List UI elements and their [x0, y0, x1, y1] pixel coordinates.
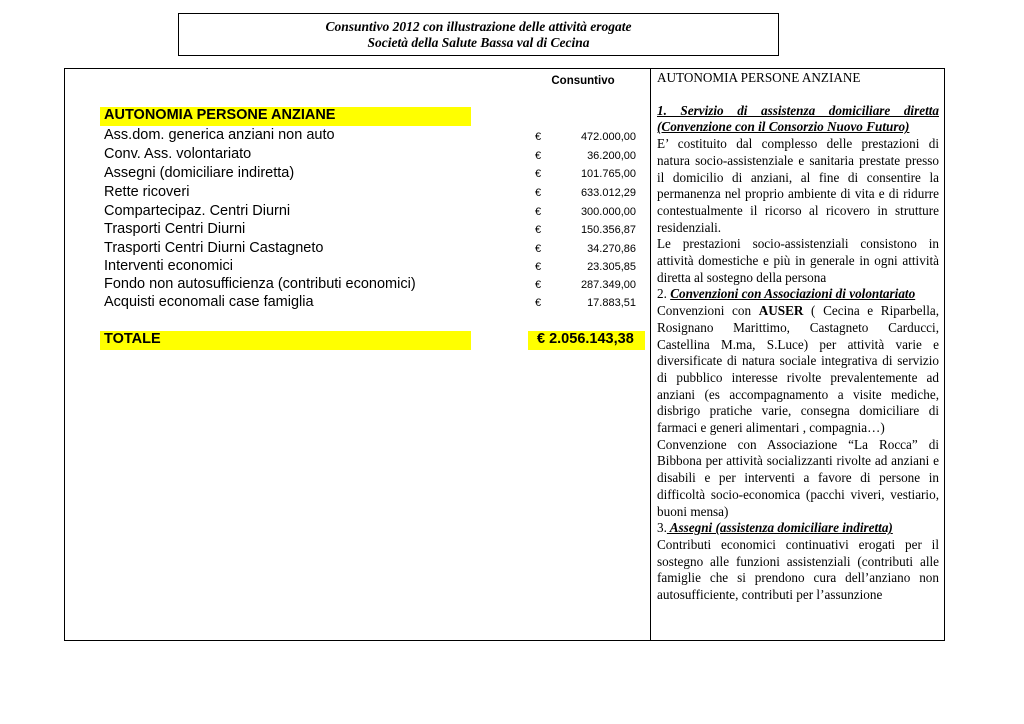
- header-title: Consuntivo 2012 con illustrazione delle attività erogate: [325, 19, 632, 34]
- row-amount: 34.270,86: [587, 243, 636, 255]
- section-1-paragraph: Le prestazioni socio-assistenziali consistono in attività domestiche e più in generale in ogni attività diretta al sostegno della persona: [657, 236, 939, 285]
- section-3-paragraph: Contributi economici continuativi erogati per il sostegno alle funzioni assistenziali (contributi alle famiglie che si prendono cura dell’anziano non autosufficiente, contributi per l’assunzione: [657, 536, 939, 603]
- row-amount: 36.200,00: [587, 150, 636, 162]
- row-currency: €: [535, 297, 542, 309]
- row-currency: €: [535, 279, 542, 291]
- row-label: Acquisti economali case famiglia: [104, 294, 314, 310]
- section-2-paragraph: Convenzione con Associazione “La Rocca” di Bibbona per attività socializzanti rivolte ad anziani e disabili e per interventi a favore di persone in difficoltà socio-economica (pacchi viveri, vestiario, buoni mensa): [657, 436, 939, 519]
- row-label: Interventi economici: [104, 258, 233, 274]
- row-label: Rette ricoveri: [104, 184, 190, 200]
- section-2-title: Convenzioni con Associazioni di volontariato: [670, 286, 916, 302]
- row-label: Conv. Ass. volontariato: [104, 146, 252, 162]
- section-title: AUTONOMIA PERSONE ANZIANE: [104, 107, 336, 123]
- row-currency: €: [535, 261, 542, 273]
- row-label: Compartecipaz. Centri Diurni: [104, 203, 291, 219]
- section-3-heading: [657, 520, 939, 537]
- row-amount: 633.012,29: [580, 187, 636, 199]
- row-currency: €: [535, 206, 542, 218]
- total-label: TOTALE: [104, 331, 161, 347]
- section-3-number: 3.: [657, 520, 667, 536]
- section-2-heading: [657, 286, 939, 303]
- row-amount: 101.765,00: [580, 168, 636, 180]
- total-amount: € 2.056.143,38: [537, 331, 634, 347]
- row-label: Ass.dom. generica anziani non auto: [104, 127, 335, 143]
- row-currency: €: [535, 168, 542, 180]
- row-currency: €: [535, 243, 542, 255]
- consuntivo-column-header: Consuntivo: [551, 75, 615, 87]
- section-1-heading: 1. Servizio di assistenza domiciliare diretta (Convenzione con il Consorzio Nuovo Futuro): [657, 102, 939, 135]
- row-amount: 472.000,00: [580, 131, 636, 143]
- column-divider: [650, 69, 651, 640]
- auser-intro: Convenzioni con: [657, 303, 752, 319]
- section-2-paragraph: [657, 303, 939, 437]
- row-currency: €: [535, 150, 542, 162]
- header-subtitle: Società della Salute Bassa val di Cecina: [367, 35, 590, 50]
- row-currency: €: [535, 131, 542, 143]
- description-title: AUTONOMIA PERSONE ANZIANE: [657, 70, 861, 85]
- section-1-paragraph: E’ costituito dal complesso delle prestazioni di natura socio-assistenziale e sanitaria prestate presso il domicilio di anziani, al fine di consentire la permanenza nel proprio ambiente di vita e di ridurre contestualmente il ricorso al ricovero in strutture residenziali.: [657, 136, 939, 235]
- auser-name: AUSER: [758, 303, 804, 319]
- section-3-title: Assegni (assistenza domiciliare indiretta): [666, 520, 893, 536]
- row-currency: €: [535, 224, 542, 236]
- budget-table: [64, 68, 945, 641]
- row-label: Trasporti Centri Diurni: [104, 221, 246, 237]
- row-amount: 287.349,00: [580, 279, 636, 291]
- auser-description: ( Cecina e Riparbella, Rosignano Marittimo, Castagneto Carducci, Castellina M.ma, S.Luce) per attività varie e diversificate di natura sociale integrativa di servizio di pubblico interesse rivolte prevalentemente ad anziani (es accompagnamento a visite mediche, disbrigo pratiche varie, consegna domiciliare di farmaci e generi alimentari , compagnia…): [657, 303, 940, 436]
- document-header: [178, 13, 779, 56]
- row-label: Assegni (domiciliare indiretta): [104, 165, 295, 181]
- row-amount: 17.883,51: [587, 297, 636, 309]
- description-column: [657, 70, 939, 604]
- row-amount: 150.356,87: [580, 224, 636, 236]
- row-amount: 300.000,00: [580, 206, 636, 218]
- section-2-number: 2.: [657, 286, 667, 302]
- row-label: Fondo non autosufficienza (contributi economici): [104, 276, 416, 292]
- row-currency: €: [535, 187, 542, 199]
- row-label: Trasporti Centri Diurni Castagneto: [104, 240, 324, 256]
- row-amount: 23.305,85: [587, 261, 636, 273]
